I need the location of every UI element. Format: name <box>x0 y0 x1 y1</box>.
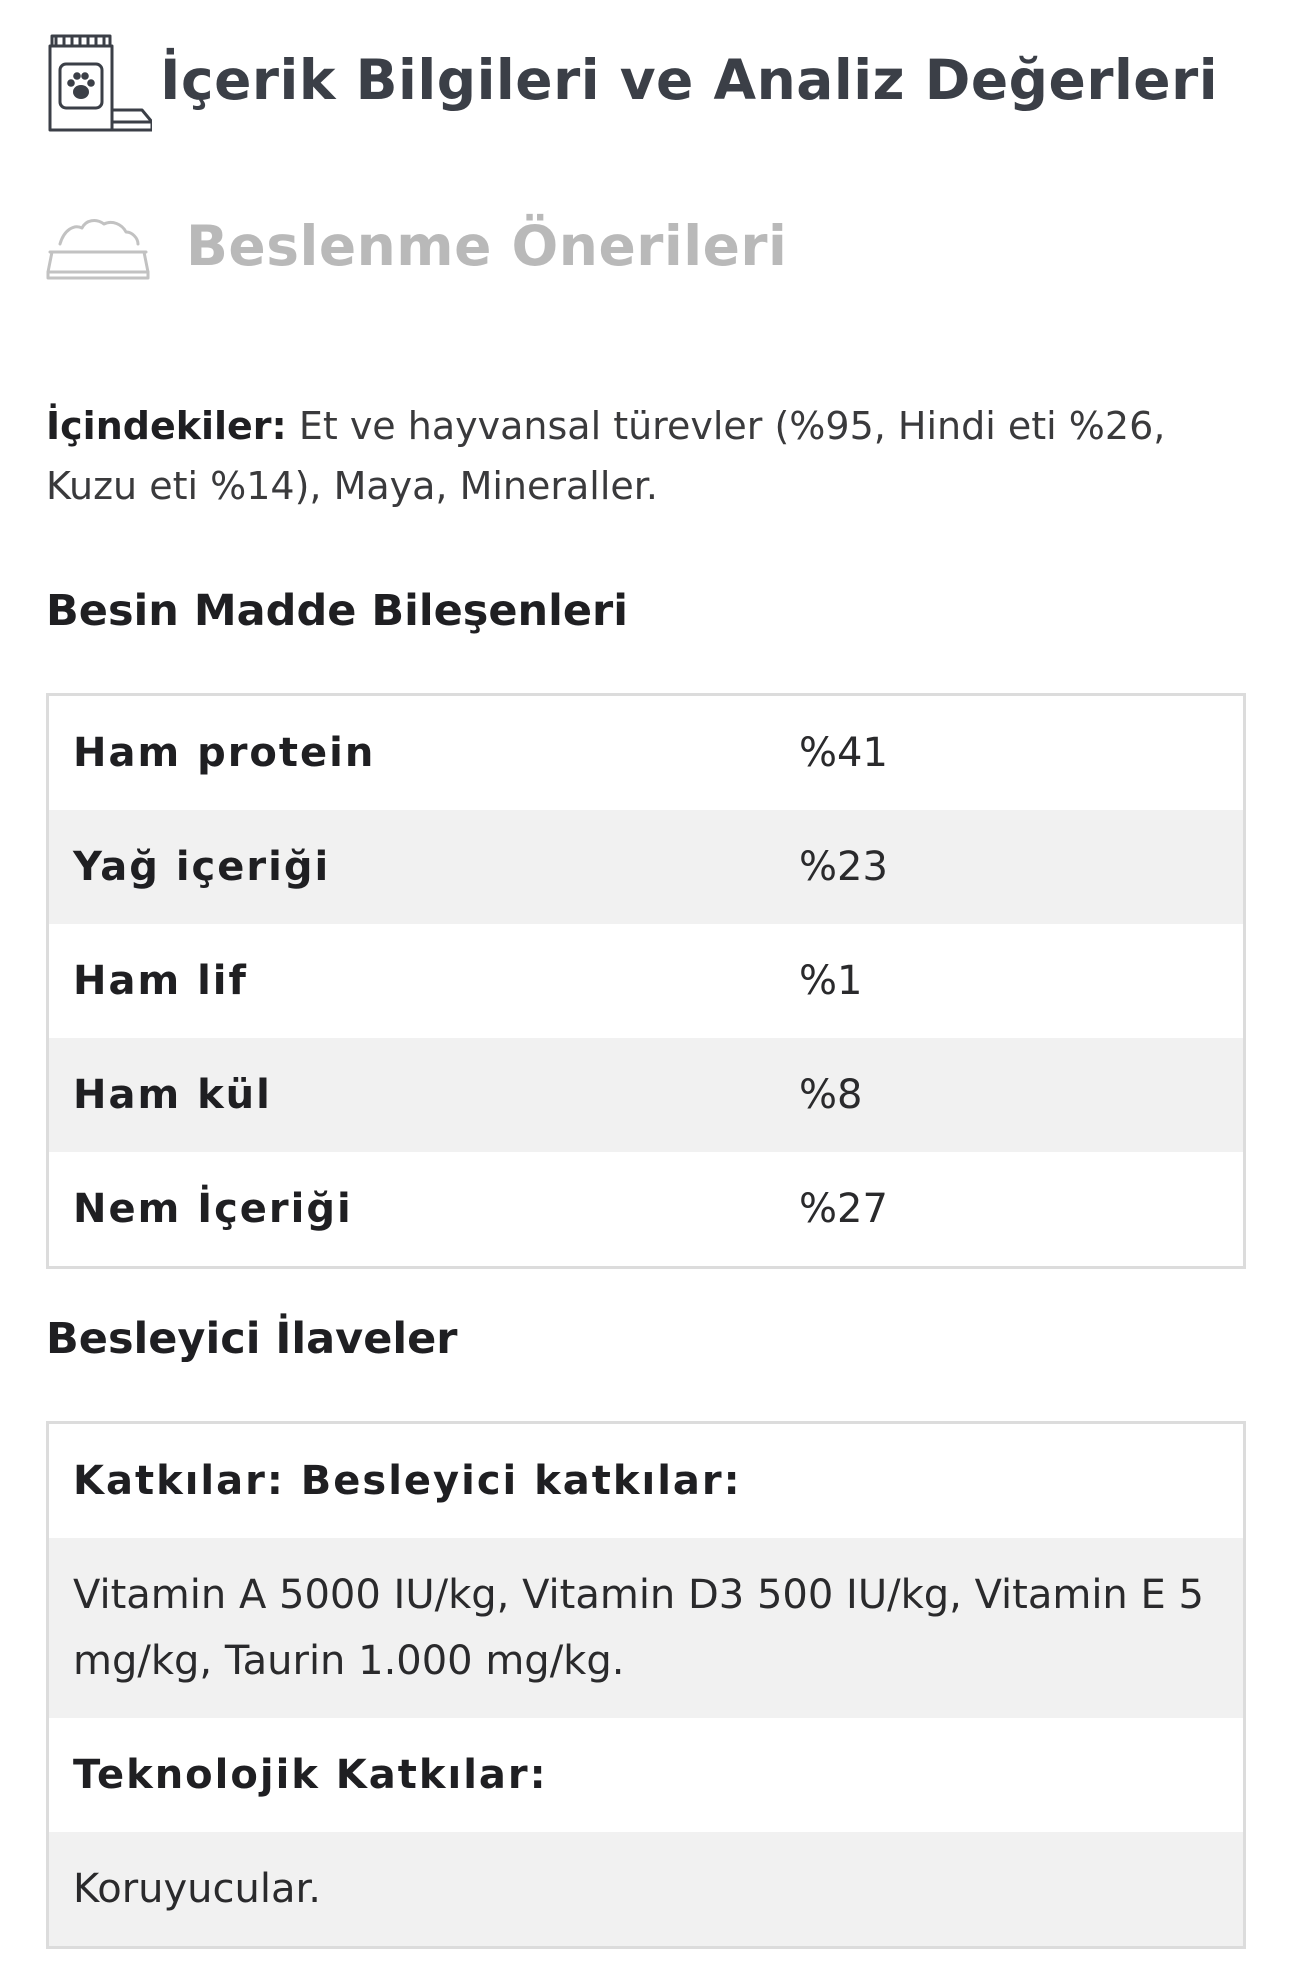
nutrient-value: %8 <box>799 1072 863 1118</box>
ingredients-text <box>46 396 1256 516</box>
additives-heading: Besleyici İlaveler <box>46 1314 458 1364</box>
nutrient-name: Yağ içeriği <box>73 844 331 890</box>
nutrient-value: %41 <box>799 730 888 776</box>
nutrient-value: %23 <box>799 844 888 890</box>
tab-feeding-recommendations[interactable] <box>44 192 787 300</box>
tab-content-info[interactable] <box>44 26 1218 134</box>
nutritional-additives-label: Katkılar: Besleyici katkılar: <box>73 1458 742 1504</box>
nutritional-additives-text: Vitamin A 5000 IU/kg, Vitamin D3 500 IU/kg, Vitamin E 5 mg/kg, Taurin 1.000 mg/kg. <box>49 1538 1243 1718</box>
nutrient-value: %1 <box>799 958 863 1004</box>
ingredients-label: İçindekiler: <box>46 404 287 448</box>
food-bowl-icon <box>44 192 152 300</box>
tab-feeding-recommendations-label: Beslenme Önerileri <box>186 214 788 278</box>
nutrient-name: Ham kül <box>73 1072 272 1118</box>
food-bag-icon <box>44 26 152 134</box>
table-row <box>49 1038 1243 1152</box>
nutrients-table <box>46 693 1246 1269</box>
nutrients-heading: Besin Madde Bileşenleri <box>46 586 628 636</box>
table-row <box>49 810 1243 924</box>
additives-table <box>46 1421 1246 1949</box>
nutrient-name: Nem İçeriği <box>73 1186 353 1232</box>
technological-additives-text: Koruyucular. <box>49 1832 1243 1946</box>
nutrient-name: Ham lif <box>73 958 248 1004</box>
technological-additives-label: Teknolojik Katkılar: <box>73 1752 548 1798</box>
nutrient-value: %27 <box>799 1186 888 1232</box>
table-row <box>49 696 1243 810</box>
tab-content-info-label: İçerik Bilgileri ve Analiz Değerleri <box>160 48 1219 112</box>
table-row <box>49 1152 1243 1266</box>
ingredients-list: Et ve hayvansal türevler (%95, Hindi eti %26, Kuzu eti %14), Maya, Mineraller. <box>46 404 1166 508</box>
table-row <box>49 924 1243 1038</box>
nutrient-name: Ham protein <box>73 730 376 776</box>
